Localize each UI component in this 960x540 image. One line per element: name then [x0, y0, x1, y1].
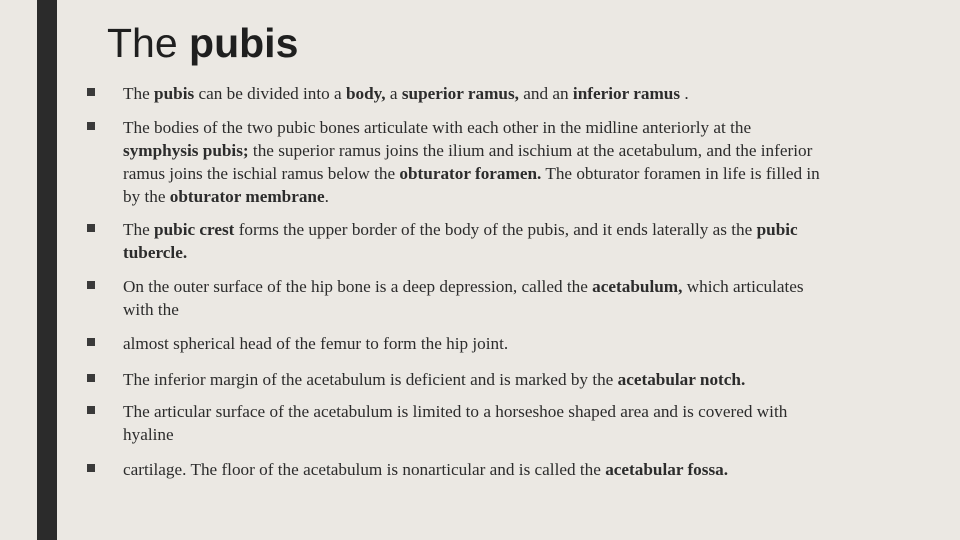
square-bullet-icon: [87, 338, 95, 346]
text-segment: cartilage. The floor of the acetabulum is nonarticular and is called the: [123, 460, 606, 479]
bullet-text: [123, 332, 937, 355]
bullet-text-line: [123, 368, 937, 391]
text-segment: The bodies of the two pubic bones articulate with each other in the midline anteriorly at the: [123, 118, 752, 137]
bullet-text-line: [123, 218, 937, 241]
text-segment: The inferior margin of the acetabulum is deficient and is marked by the: [123, 370, 618, 389]
text-segment: .: [324, 187, 329, 206]
bullet-text-line: [123, 162, 937, 185]
text-segment: .: [680, 84, 689, 103]
bullet-text-line: [123, 82, 937, 105]
bullet-text-line: [123, 423, 937, 446]
text-segment: a: [385, 84, 402, 103]
bullet-text: [123, 82, 937, 105]
bold-term: body,: [345, 84, 386, 103]
bullet-text-line: [123, 116, 937, 139]
bullet-text-line: [123, 298, 937, 321]
slide-title: [107, 16, 298, 70]
text-segment: The articular surface of the acetabulum is limited to a horseshoe shaped area and is covered with: [123, 402, 788, 421]
bullet-text: [123, 400, 937, 446]
text-segment: The: [123, 84, 155, 103]
square-bullet-icon: [87, 281, 95, 289]
bold-term: obturator membrane: [169, 187, 325, 206]
square-bullet-icon: [87, 88, 95, 96]
bullet-text-line: [123, 332, 937, 355]
bold-term: pubic crest: [154, 220, 235, 239]
square-bullet-icon: [87, 224, 95, 232]
slide-title-emphasis: pubis: [189, 20, 299, 66]
bold-term: obturator foramen.: [399, 164, 542, 183]
text-segment: by the: [123, 187, 170, 206]
bold-term: acetabular notch.: [617, 370, 746, 389]
bullet-text: [123, 458, 937, 481]
left-accent-bar: [37, 0, 57, 540]
text-segment: The: [123, 220, 155, 239]
bold-term: acetabulum,: [592, 277, 683, 296]
text-segment: almost spherical head of the femur to form the hip joint.: [123, 334, 509, 353]
bold-term: superior ramus,: [401, 84, 519, 103]
bold-term: acetabular fossa.: [605, 460, 729, 479]
square-bullet-icon: [87, 406, 95, 414]
bold-term: pubis: [154, 84, 195, 103]
bullet-text-line: [123, 241, 937, 264]
text-segment: The obturator foramen in life is filled in: [541, 164, 820, 183]
square-bullet-icon: [87, 374, 95, 382]
bold-term: tubercle.: [123, 243, 188, 262]
bullet-text-line: [123, 185, 937, 208]
bullet-text-line: [123, 458, 937, 481]
bold-term: inferior ramus: [572, 84, 681, 103]
text-segment: On the outer surface of the hip bone is a deep depression, called the: [123, 277, 593, 296]
bullet-text: [123, 116, 937, 208]
slide-title-prefix: The: [107, 20, 190, 66]
bold-term: symphysis pubis;: [123, 141, 249, 160]
bullet-text-line: [123, 275, 937, 298]
bullet-text: [123, 275, 937, 321]
bold-term: pubic: [756, 220, 798, 239]
text-segment: the superior ramus joins the ilium and ischium at the acetabulum, and the inferior: [248, 141, 813, 160]
text-segment: ramus joins the ischial ramus below the: [123, 164, 400, 183]
bullet-text: [123, 218, 937, 264]
square-bullet-icon: [87, 122, 95, 130]
bullet-text-line: [123, 400, 937, 423]
text-segment: and an: [518, 84, 573, 103]
text-segment: forms the upper border of the body of the pubis, and it ends laterally as the: [234, 220, 757, 239]
text-segment: with the: [123, 300, 179, 319]
text-segment: can be divided into a: [194, 84, 346, 103]
bullet-text: [123, 368, 937, 391]
text-segment: hyaline: [123, 425, 174, 444]
text-segment: which articulates: [682, 277, 804, 296]
square-bullet-icon: [87, 464, 95, 472]
bullet-text-line: [123, 139, 937, 162]
